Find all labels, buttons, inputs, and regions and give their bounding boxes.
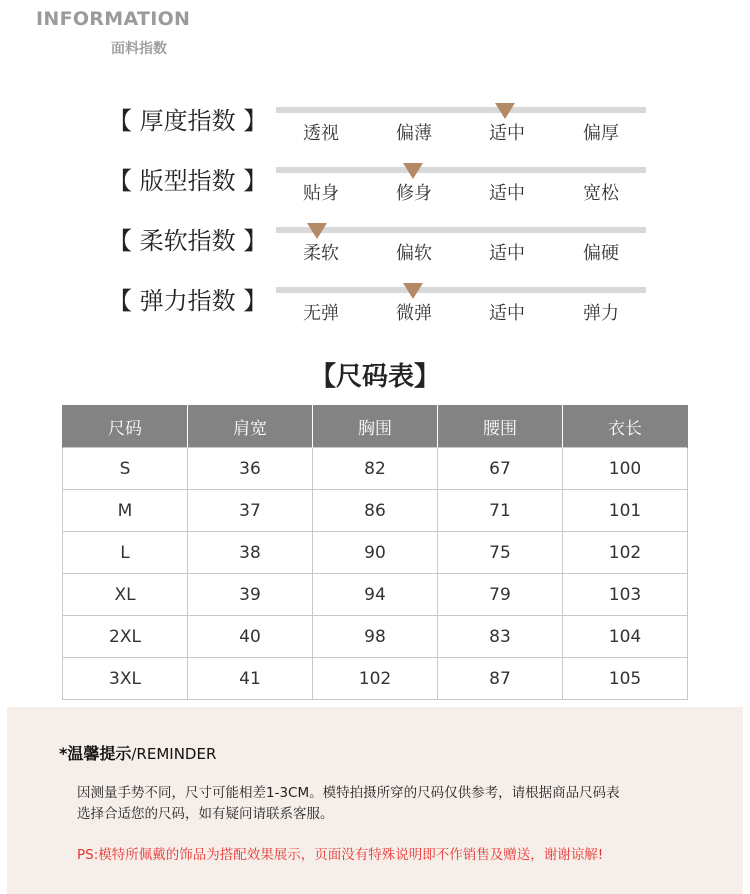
size-table-cell: 40 <box>188 616 313 658</box>
size-table <box>62 405 688 700</box>
size-table-row <box>63 490 688 532</box>
header-title-en: INFORMATION <box>36 8 191 30</box>
size-table-cell: 82 <box>313 448 438 490</box>
size-table-cell: 105 <box>563 658 688 700</box>
fabric-index-bar <box>276 167 646 173</box>
fabric-index-option: 适中 <box>489 243 525 264</box>
reminder-body-line: 选择合适您的尺码，如有疑问请联系客服。 <box>77 806 334 822</box>
fabric-index-option: 宽松 <box>583 183 619 204</box>
size-table-cell: 94 <box>313 574 438 616</box>
size-table-row <box>63 658 688 700</box>
fabric-index-option: 无弹 <box>303 303 339 324</box>
fabric-index-row <box>0 101 750 161</box>
size-table-header-cell: 尺码 <box>63 405 188 448</box>
fabric-index-marker-icon <box>403 163 423 179</box>
fabric-index-row <box>0 221 750 281</box>
size-table-cell: 38 <box>188 532 313 574</box>
size-table-header-row <box>63 405 688 448</box>
size-table-cell: 87 <box>438 658 563 700</box>
reminder-title <box>59 741 216 764</box>
size-table-cell: 103 <box>563 574 688 616</box>
size-table-cell: 79 <box>438 574 563 616</box>
size-table-cell: 67 <box>438 448 563 490</box>
size-table-cell: 90 <box>313 532 438 574</box>
size-table-row <box>63 574 688 616</box>
size-chart-title: 【尺码表】 <box>309 362 440 392</box>
reminder-ps-note: PS:模特所佩戴的饰品为搭配效果展示，页面没有特殊说明即不作销售及赠送，谢谢谅解! <box>77 847 604 863</box>
header-title-cn: 面料指数 <box>111 41 167 57</box>
fabric-index-option: 弹力 <box>583 303 619 324</box>
size-table-cell: 3XL <box>63 658 188 700</box>
size-table-cell: 101 <box>563 490 688 532</box>
size-table-body <box>63 448 688 700</box>
fabric-index-option: 偏厚 <box>583 123 619 144</box>
fabric-index-row <box>0 281 750 341</box>
size-table-cell: 98 <box>313 616 438 658</box>
size-table-cell: 2XL <box>63 616 188 658</box>
size-table-cell: 41 <box>188 658 313 700</box>
fabric-index-marker-icon <box>403 283 423 299</box>
size-table-header-cell: 腰围 <box>438 405 563 448</box>
size-table-cell: 104 <box>563 616 688 658</box>
fabric-index-marker-icon <box>307 223 327 239</box>
fabric-index-bar <box>276 287 646 293</box>
fabric-index-option: 贴身 <box>303 183 339 204</box>
fabric-index-option: 偏薄 <box>396 123 432 144</box>
reminder-body <box>77 783 717 825</box>
fabric-index-row <box>0 161 750 221</box>
reminder-body-line: 因测量手势不同，尺寸可能相差1-3CM。模特拍摄所穿的尺码仅供参考，请根据商品尺码表 <box>77 785 620 801</box>
size-table-cell: 37 <box>188 490 313 532</box>
size-table-row <box>63 532 688 574</box>
size-table-cell: M <box>63 490 188 532</box>
fabric-index-option: 偏硬 <box>583 243 619 264</box>
fabric-index-option: 适中 <box>489 123 525 144</box>
size-table-header-cell: 胸围 <box>313 405 438 448</box>
fabric-index-option: 适中 <box>489 303 525 324</box>
size-table-cell: 39 <box>188 574 313 616</box>
size-table-row <box>63 616 688 658</box>
size-table-header-cell: 肩宽 <box>188 405 313 448</box>
size-table-cell: 36 <box>188 448 313 490</box>
fabric-index-option: 修身 <box>396 183 432 204</box>
size-table-cell: 75 <box>438 532 563 574</box>
fabric-index-label: 【 弹力指数 】 <box>108 287 268 315</box>
fabric-index-label: 【 厚度指数 】 <box>108 107 268 135</box>
fabric-index-option: 微弹 <box>396 303 432 324</box>
size-table-cell: 71 <box>438 490 563 532</box>
fabric-index-label: 【 柔软指数 】 <box>108 227 268 255</box>
fabric-index-bar <box>276 227 646 233</box>
size-table-cell: L <box>63 532 188 574</box>
size-table-cell: 102 <box>313 658 438 700</box>
fabric-index-option: 适中 <box>489 183 525 204</box>
fabric-index-option: 偏软 <box>396 243 432 264</box>
fabric-index-bar <box>276 107 646 113</box>
reminder-title-cn: *温馨提示 <box>59 744 132 763</box>
reminder-title-en: /REMINDER <box>131 745 217 763</box>
size-table-cell: 100 <box>563 448 688 490</box>
fabric-index-label: 【 版型指数 】 <box>108 167 268 195</box>
reminder-box <box>7 707 743 894</box>
size-table-cell: XL <box>63 574 188 616</box>
fabric-index-option: 柔软 <box>303 243 339 264</box>
size-table-cell: 102 <box>563 532 688 574</box>
size-table-header-cell: 衣长 <box>563 405 688 448</box>
size-table-row <box>63 448 688 490</box>
size-table-cell: 83 <box>438 616 563 658</box>
fabric-index-option: 透视 <box>303 123 339 144</box>
size-table-cell: S <box>63 448 188 490</box>
fabric-index-marker-icon <box>495 103 515 119</box>
size-table-cell: 86 <box>313 490 438 532</box>
